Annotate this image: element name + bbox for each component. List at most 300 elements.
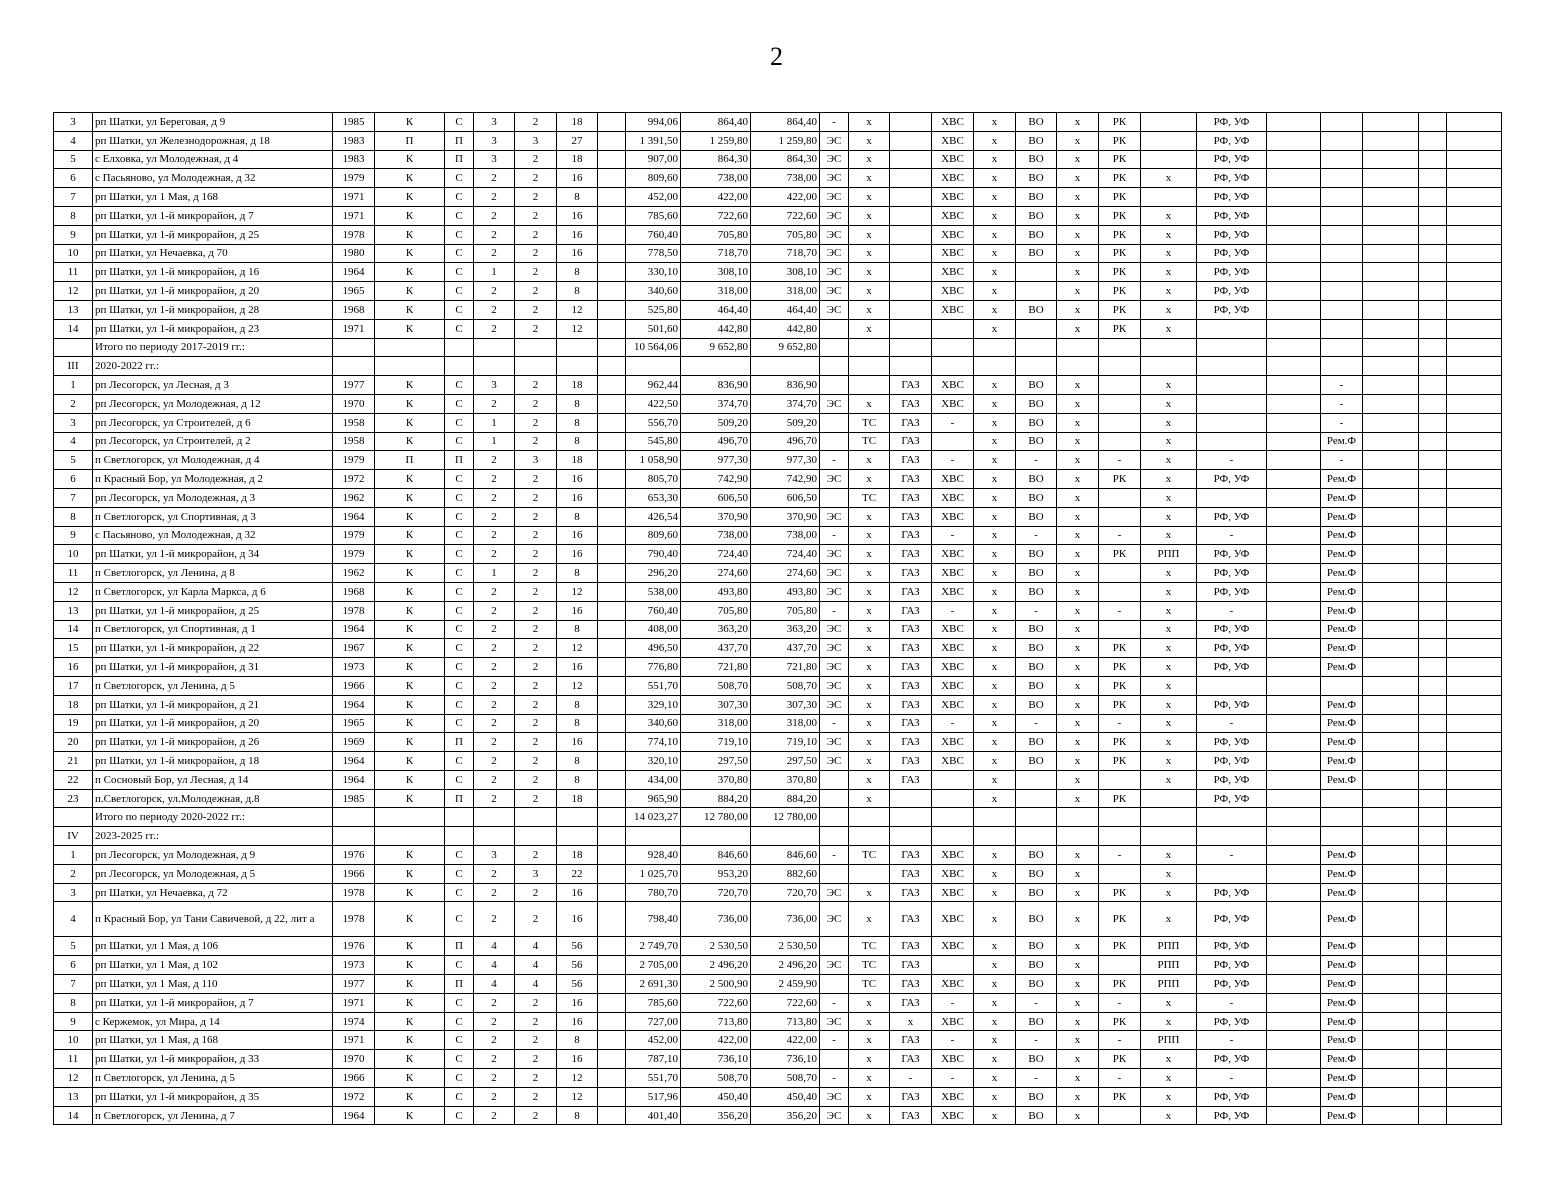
table-cell: Рем.Ф [1321, 601, 1363, 620]
table-cell: 1965 [333, 282, 375, 301]
table-cell [598, 1031, 626, 1050]
table-cell: РФ, УФ [1197, 263, 1267, 282]
table-cell: ГАЗ [890, 413, 932, 432]
table-cell: х [849, 1069, 890, 1088]
table-cell [1447, 357, 1502, 376]
table-cell: 2 [515, 169, 557, 188]
table-cell [598, 808, 626, 827]
table-cell [1447, 169, 1502, 188]
table-cell: РФ, УФ [1197, 902, 1267, 937]
table-cell [1419, 470, 1447, 489]
address-cell: рп Шатки, ул Нечаевка, д 70 [93, 244, 333, 263]
table-cell: ТС [849, 413, 890, 432]
table-cell [1419, 601, 1447, 620]
table-cell: 2 [515, 1031, 557, 1050]
table-cell: - [932, 526, 974, 545]
table-cell: ХВС [932, 902, 974, 937]
table-cell: ЭС [820, 225, 849, 244]
table-cell: 738,00 [751, 526, 820, 545]
table-cell: 356,20 [751, 1106, 820, 1125]
table-cell [598, 150, 626, 169]
table-cell [1447, 188, 1502, 207]
table-cell [890, 150, 932, 169]
table-cell: 1973 [333, 956, 375, 975]
table-cell [1419, 319, 1447, 338]
table-cell: 742,90 [681, 470, 751, 489]
table-cell: 16 [557, 993, 598, 1012]
table-cell: 2 [515, 789, 557, 808]
table-cell: х [974, 545, 1016, 564]
table-cell: РПП [1141, 1031, 1197, 1050]
table-cell: РФ, УФ [1197, 507, 1267, 526]
table-cell: 2 [515, 846, 557, 865]
table-cell [598, 937, 626, 956]
table-cell [1419, 206, 1447, 225]
table-cell [890, 169, 932, 188]
table-cell [557, 338, 598, 357]
table-cell: Рем.Ф [1321, 1069, 1363, 1088]
table-cell: 274,60 [681, 564, 751, 583]
table-cell: - [1099, 451, 1141, 470]
table-cell: 1 391,50 [626, 131, 681, 150]
row-number-cell [54, 808, 93, 827]
table-cell: 2 [515, 376, 557, 395]
table-cell: ВО [1016, 676, 1057, 695]
table-cell [1267, 827, 1321, 846]
table-cell [820, 488, 849, 507]
table-cell: 2 500,90 [681, 975, 751, 994]
table-cell: ЭС [820, 470, 849, 489]
table-cell [515, 808, 557, 827]
table-cell [1267, 752, 1321, 771]
table-cell: Рем.Ф [1321, 1087, 1363, 1106]
table-cell: С [445, 206, 474, 225]
table-cell: С [445, 225, 474, 244]
table-cell: Рем.Ф [1321, 993, 1363, 1012]
table-cell: 320,10 [626, 752, 681, 771]
table-cell: - [932, 1031, 974, 1050]
table-cell: К [375, 639, 445, 658]
table-cell [1267, 582, 1321, 601]
table-cell: 493,80 [751, 582, 820, 601]
table-cell: 2 [474, 902, 515, 937]
table-cell: х [1057, 206, 1099, 225]
table-cell: х [1141, 564, 1197, 583]
row-number-cell: 9 [54, 1012, 93, 1031]
table-cell [1363, 714, 1419, 733]
table-cell [1363, 169, 1419, 188]
table-cell: ХВС [932, 488, 974, 507]
table-cell: 2 [515, 658, 557, 677]
table-cell [1267, 282, 1321, 301]
table-cell: х [1057, 993, 1099, 1012]
table-cell [1267, 770, 1321, 789]
table-cell [1419, 883, 1447, 902]
table-cell [890, 244, 932, 263]
table-cell: х [1141, 413, 1197, 432]
table-cell: 340,60 [626, 714, 681, 733]
table-cell: 742,90 [751, 470, 820, 489]
table-cell [1447, 545, 1502, 564]
table-cell: 508,70 [681, 1069, 751, 1088]
table-cell: РФ, УФ [1197, 658, 1267, 677]
table-cell: - [1197, 993, 1267, 1012]
table-cell [1419, 507, 1447, 526]
table-cell [1419, 1106, 1447, 1125]
table-cell: х [1057, 244, 1099, 263]
table-cell: х [849, 733, 890, 752]
table-cell: ВО [1016, 150, 1057, 169]
table-cell [681, 827, 751, 846]
table-cell: 738,00 [681, 169, 751, 188]
table-cell: 22 [557, 864, 598, 883]
table-cell: ХВС [932, 582, 974, 601]
table-cell: ГАЗ [890, 488, 932, 507]
table-cell: х [974, 244, 1016, 263]
table-cell [890, 263, 932, 282]
table-cell: С [445, 1050, 474, 1069]
table-cell: 780,70 [626, 883, 681, 902]
table-cell [1447, 1012, 1502, 1031]
table-cell: Рем.Ф [1321, 1012, 1363, 1031]
table-cell: 727,00 [626, 1012, 681, 1031]
table-cell: х [974, 1087, 1016, 1106]
table-cell: К [375, 975, 445, 994]
table-cell [598, 789, 626, 808]
table-cell: 509,20 [681, 413, 751, 432]
table-row [54, 620, 1502, 639]
table-row [54, 526, 1502, 545]
table-cell: - [820, 451, 849, 470]
table-cell: 401,40 [626, 1106, 681, 1125]
table-cell: ХВС [932, 300, 974, 319]
address-cell: п Светлогорск, ул Ленина, д 8 [93, 564, 333, 583]
table-cell: ГАЗ [890, 526, 932, 545]
table-cell: ЭС [820, 150, 849, 169]
table-cell: 2 [474, 1087, 515, 1106]
table-cell: РПП [1141, 956, 1197, 975]
table-cell [820, 864, 849, 883]
address-cell: рп Шатки, ул 1-й микрорайон, д 28 [93, 300, 333, 319]
table-cell: 1964 [333, 507, 375, 526]
table-cell: РФ, УФ [1197, 131, 1267, 150]
table-cell [1016, 282, 1057, 301]
table-cell [849, 808, 890, 827]
table-cell: 785,60 [626, 206, 681, 225]
table-cell: - [1197, 526, 1267, 545]
table-cell: РФ, УФ [1197, 1012, 1267, 1031]
table-cell: 8 [557, 770, 598, 789]
table-cell [598, 601, 626, 620]
table-cell: 12 [557, 582, 598, 601]
table-cell: - [1099, 1031, 1141, 1050]
address-cell: п.Светлогорск, ул.Молодежная, д.8 [93, 789, 333, 808]
table-cell: х [974, 658, 1016, 677]
table-cell: х [1057, 658, 1099, 677]
table-cell [1363, 902, 1419, 937]
table-cell: ХВС [932, 470, 974, 489]
table-cell: 722,60 [681, 206, 751, 225]
table-cell: 12 [557, 300, 598, 319]
table-cell: х [974, 752, 1016, 771]
table-cell: РК [1099, 300, 1141, 319]
table-cell: 2 [515, 432, 557, 451]
table-cell: Рем.Ф [1321, 883, 1363, 902]
table-cell: х [1057, 752, 1099, 771]
table-cell: 18 [557, 376, 598, 395]
table-cell: х [849, 658, 890, 677]
table-cell [1363, 1069, 1419, 1088]
table-cell: 2 [474, 526, 515, 545]
table-cell [1099, 357, 1141, 376]
table-cell [1267, 1106, 1321, 1125]
table-cell [820, 975, 849, 994]
table-cell: 422,00 [681, 188, 751, 207]
table-cell [974, 827, 1016, 846]
table-cell [1419, 357, 1447, 376]
table-cell: 8 [557, 752, 598, 771]
table-cell: С [445, 639, 474, 658]
table-cell: ХВС [932, 975, 974, 994]
table-cell [1099, 808, 1141, 827]
table-cell [1419, 937, 1447, 956]
address-cell: рп Шатки, ул 1-й микрорайон, д 20 [93, 714, 333, 733]
table-cell [598, 752, 626, 771]
table-cell [1267, 263, 1321, 282]
table-cell: ВО [1016, 206, 1057, 225]
table-cell: х [1057, 733, 1099, 752]
table-cell [1321, 263, 1363, 282]
table-cell [598, 169, 626, 188]
table-row [54, 733, 1502, 752]
table-cell [1419, 282, 1447, 301]
table-cell [1267, 714, 1321, 733]
table-cell: 2 [474, 1012, 515, 1031]
table-cell: х [849, 300, 890, 319]
address-cell: п Светлогорск, ул Спортивная, д 1 [93, 620, 333, 639]
table-cell [1141, 827, 1197, 846]
table-cell [1363, 432, 1419, 451]
table-cell [1197, 357, 1267, 376]
table-cell: Рем.Ф [1321, 1106, 1363, 1125]
table-cell: 9 652,80 [681, 338, 751, 357]
table-cell: 437,70 [751, 639, 820, 658]
table-cell: РК [1099, 658, 1141, 677]
table-cell: 329,10 [626, 695, 681, 714]
table-cell [1447, 770, 1502, 789]
table-cell [598, 526, 626, 545]
table-cell: К [375, 169, 445, 188]
table-cell: 1 [474, 564, 515, 583]
table-cell: 2 [515, 639, 557, 658]
table-cell: 2 [515, 714, 557, 733]
table-cell: ВО [1016, 564, 1057, 583]
table-cell: РПП [1141, 975, 1197, 994]
table-cell: 724,40 [681, 545, 751, 564]
table-cell: 2 [474, 883, 515, 902]
table-cell: РК [1099, 244, 1141, 263]
table-cell: РФ, УФ [1197, 956, 1267, 975]
table-cell: х [1141, 658, 1197, 677]
table-cell [932, 827, 974, 846]
table-row [54, 113, 1502, 132]
table-cell: ВО [1016, 113, 1057, 132]
table-cell: 1978 [333, 225, 375, 244]
table-cell: ЭС [820, 1012, 849, 1031]
table-cell: х [1141, 714, 1197, 733]
table-cell: х [1141, 376, 1197, 395]
table-cell: 713,80 [751, 1012, 820, 1031]
address-cell: рп Лесогорск, ул Молодежная, д 5 [93, 864, 333, 883]
table-row [54, 695, 1502, 714]
table-cell [1419, 1050, 1447, 1069]
table-cell: К [375, 993, 445, 1012]
table-cell: К [375, 150, 445, 169]
table-cell: х [974, 319, 1016, 338]
table-cell: х [849, 131, 890, 150]
table-cell: ТС [849, 937, 890, 956]
table-cell: К [375, 394, 445, 413]
table-cell: ВО [1016, 470, 1057, 489]
table-cell: ХВС [932, 545, 974, 564]
row-number-cell: 13 [54, 1087, 93, 1106]
table-cell: 307,30 [681, 695, 751, 714]
table-cell: 1978 [333, 883, 375, 902]
table-cell: х [1057, 1069, 1099, 1088]
row-number-cell: III [54, 357, 93, 376]
table-cell: 1978 [333, 601, 375, 620]
table-cell: - [820, 526, 849, 545]
table-cell [1447, 582, 1502, 601]
table-cell: - [1016, 993, 1057, 1012]
table-cell: ХВС [932, 658, 974, 677]
table-cell: х [1141, 263, 1197, 282]
table-cell [1419, 993, 1447, 1012]
table-cell: х [974, 131, 1016, 150]
table-cell: х [1141, 620, 1197, 639]
table-cell: х [1057, 956, 1099, 975]
table-cell: 2 [474, 470, 515, 489]
table-cell [1363, 507, 1419, 526]
housing-repair-table [53, 112, 1502, 1125]
address-cell: рп Лесогорск, ул Молодежная, д 9 [93, 846, 333, 865]
table-cell [1447, 113, 1502, 132]
table-cell: 296,20 [626, 564, 681, 583]
table-cell: С [445, 526, 474, 545]
table-cell: ГАЗ [890, 451, 932, 470]
table-cell: х [974, 883, 1016, 902]
table-cell: 2 [474, 451, 515, 470]
row-number-cell: 1 [54, 846, 93, 865]
table-cell [598, 206, 626, 225]
table-cell [598, 1087, 626, 1106]
table-cell [1099, 338, 1141, 357]
table-cell: РК [1099, 206, 1141, 225]
table-cell: ХВС [932, 263, 974, 282]
table-cell: С [445, 376, 474, 395]
table-cell: 1979 [333, 451, 375, 470]
table-cell: 977,30 [751, 451, 820, 470]
table-cell: 846,60 [681, 846, 751, 865]
table-cell: ГАЗ [890, 432, 932, 451]
table-cell: 2 [474, 319, 515, 338]
table-section-row [54, 827, 1502, 846]
table-cell [1321, 319, 1363, 338]
table-cell: 8 [557, 413, 598, 432]
table-cell: РК [1099, 733, 1141, 752]
table-cell: х [974, 975, 1016, 994]
table-cell: ГАЗ [890, 470, 932, 489]
table-cell: х [1057, 601, 1099, 620]
table-cell: 437,70 [681, 639, 751, 658]
table-cell: 2 [474, 770, 515, 789]
table-cell: 2 [515, 244, 557, 263]
table-cell: 18 [557, 451, 598, 470]
table-cell: ВО [1016, 188, 1057, 207]
table-cell [1197, 864, 1267, 883]
address-cell: п Светлогорск, ул Ленина, д 5 [93, 1069, 333, 1088]
table-cell: 953,20 [681, 864, 751, 883]
table-cell [1363, 564, 1419, 583]
table-cell: С [445, 601, 474, 620]
table-cell [1267, 131, 1321, 150]
table-cell: х [974, 770, 1016, 789]
table-cell: ГАЗ [890, 507, 932, 526]
table-cell: х [1057, 937, 1099, 956]
table-cell [1447, 639, 1502, 658]
table-cell [681, 357, 751, 376]
table-cell [849, 357, 890, 376]
table-cell [1363, 695, 1419, 714]
table-cell: х [974, 1050, 1016, 1069]
table-cell [598, 244, 626, 263]
table-cell: ХВС [932, 733, 974, 752]
table-cell [1016, 263, 1057, 282]
table-cell [1099, 376, 1141, 395]
table-cell [598, 225, 626, 244]
table-cell [1447, 1087, 1502, 1106]
table-row [54, 770, 1502, 789]
address-cell: рп Шатки, ул 1-й микрорайон, д 23 [93, 319, 333, 338]
table-cell: ЭС [820, 620, 849, 639]
table-cell: П [445, 131, 474, 150]
table-cell: Рем.Ф [1321, 658, 1363, 677]
address-cell: рп Шатки, ул 1-й микрорайон, д 21 [93, 695, 333, 714]
table-cell: 1972 [333, 470, 375, 489]
table-cell [1363, 1087, 1419, 1106]
table-cell [1419, 376, 1447, 395]
table-cell: 1958 [333, 413, 375, 432]
table-cell [890, 319, 932, 338]
table-row [54, 507, 1502, 526]
table-cell [1419, 864, 1447, 883]
table-cell: х [1057, 1106, 1099, 1125]
table-cell: х [849, 564, 890, 583]
table-cell: РК [1099, 169, 1141, 188]
table-cell [474, 827, 515, 846]
table-cell: С [445, 846, 474, 865]
table-cell [557, 827, 598, 846]
table-cell: ГАЗ [890, 695, 932, 714]
table-cell [1419, 752, 1447, 771]
table-cell: ВО [1016, 1050, 1057, 1069]
table-cell: ХВС [932, 752, 974, 771]
table-cell: 16 [557, 1012, 598, 1031]
table-cell: х [849, 1087, 890, 1106]
table-cell [1267, 451, 1321, 470]
table-cell: х [849, 601, 890, 620]
table-cell: 501,60 [626, 319, 681, 338]
